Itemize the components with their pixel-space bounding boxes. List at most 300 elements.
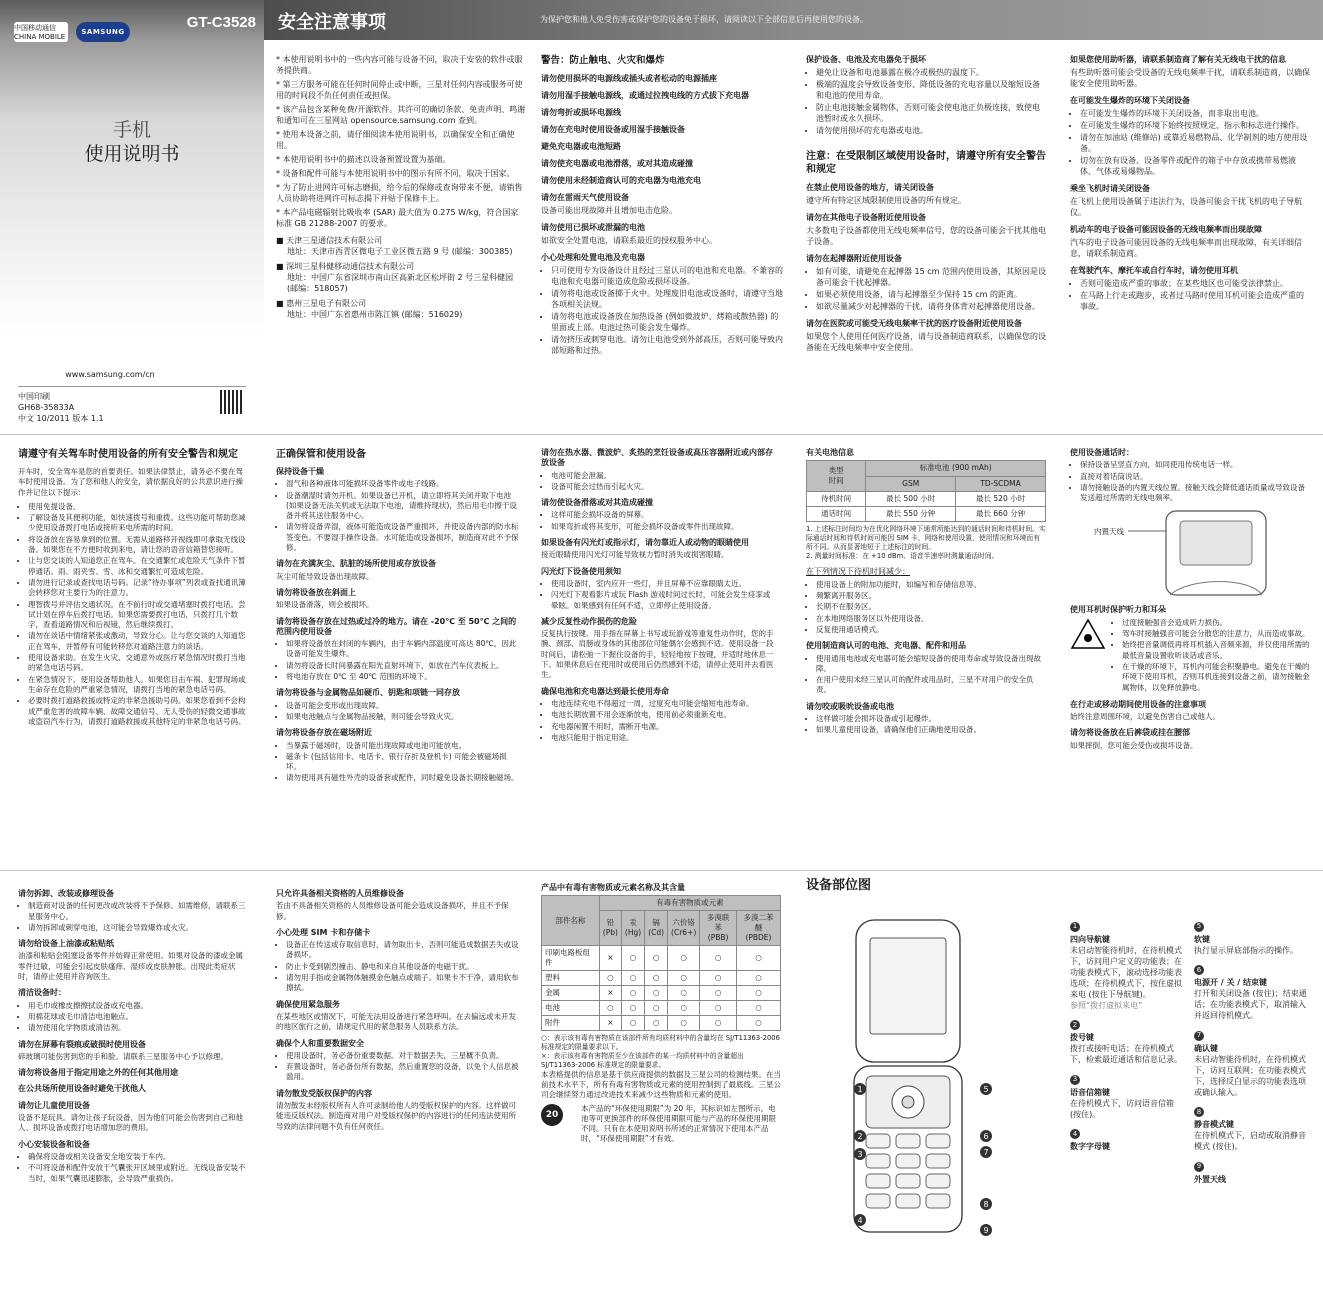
list-item: • 始终把音量调低再将耳机插入音频来源，并仅使用所需的最低音量设置收听谈话或音乐。	[1122, 640, 1310, 661]
note-item: * 本使用说明书中的一些内容可能与设备不同，取决于安装的软件或服务提供商。	[276, 55, 523, 75]
substance-symbol: (Hg)	[624, 928, 642, 937]
warning-items	[541, 73, 786, 186]
list-item: • 了解设备及其便利功能，如快速拨号和重拨。这些功能可帮助您减少使用设备拨打电话或接听来电所需的时间。	[28, 513, 248, 534]
part-entry	[1070, 1019, 1182, 1066]
heading: 保持设备干燥	[276, 467, 324, 476]
part-number: 1	[1070, 922, 1080, 932]
substance-symbol: (Cd)	[648, 928, 665, 937]
part-entry	[1070, 1128, 1182, 1153]
list-item: • 用棉花球或毛巾清洁电池触点。	[28, 1012, 248, 1022]
warning-item: 请勿用湿手接触电源线，或通过拉拽电线的方式拔下充电器	[541, 91, 749, 100]
table-cell: ○	[645, 971, 668, 986]
manufacturer-name: ■ 天津三星通信技术有限公司	[276, 236, 383, 245]
bullet-list	[276, 1051, 521, 1083]
note-item: * 为了防止进网许可标志磨损，给今后的保修或查询带来不便，请销售人员协助将进网许可标志揭下并贴于保修卡上。	[276, 183, 523, 203]
part-number: 9	[1194, 1162, 1204, 1172]
bullet-list	[1070, 108, 1310, 177]
bullet-list	[541, 579, 776, 611]
bullet-list	[276, 479, 521, 553]
part-code: GH68-35833A	[18, 403, 75, 412]
substance-symbol: (PBB)	[707, 933, 729, 942]
manufacturer-name: ■ 惠州三星电子有限公司	[276, 299, 367, 308]
warning-item: 请勿在充电时使用设备或用湿手接触设备	[541, 125, 685, 134]
callout-9: 9	[980, 1224, 992, 1236]
manufacturer-address: 地址：中国广东省惠州市陈江镇 (邮编：516029)	[287, 310, 463, 319]
substance-header	[599, 911, 621, 946]
part-desc: 在待机模式下，访问语音信箱 (按住)。	[1070, 1098, 1174, 1119]
table-cell: ○	[700, 1001, 737, 1016]
list-item: • 否则可能造成严重的事故；在某些地区也可能受法律禁止。	[1080, 278, 1310, 289]
table-row-label: 通话时间	[807, 507, 866, 522]
paragraph: 若由不具备相关资格的人员维修设备可能会造成设备损坏，并且不予保修。	[276, 901, 509, 921]
list-item: • 如有可能，请避免在起搏器 15 cm 范围内使用设备，其原因是设备可能会干扰起搏器。	[816, 266, 1046, 288]
layout-title: 设备部位图	[806, 878, 872, 893]
callout-7: 7	[980, 1146, 992, 1158]
list-item: • 请勿拆卸或刺穿电池，这可能会导致爆炸或火灾。	[28, 923, 248, 933]
table-group-header: 标准电池 (900 mAh)	[866, 461, 1046, 476]
repair-column	[18, 883, 248, 1188]
bullet-list	[18, 901, 248, 933]
heading: 在可能发生爆炸的环境下关闭设备	[1070, 96, 1190, 105]
list-item: • 湿气和各种液体可能损坏设备零件或电子线路。	[286, 479, 521, 489]
section-title: 警告：防止触电、火灾和爆炸	[541, 55, 665, 66]
part-entry	[1070, 1073, 1182, 1120]
list-item: • 使用设备时，务必备份重要数据。对于数据丢失，三星概不负责。	[286, 1051, 521, 1061]
table-cell: ○	[668, 971, 700, 986]
list-item: • 在马路上行走或跑步，或者过马路时使用耳机可能会造成严重的事故。	[1080, 290, 1310, 312]
part-ref: 参照“拨打虚拟来电”	[1070, 1000, 1143, 1010]
substance-header	[668, 911, 700, 946]
note-item: * 使用本设备之前，请仔细阅读本使用说明书，以确保安全和正确使用。	[276, 130, 515, 150]
heading: 请勿在医院或可能受无线电频率干扰的医疗设备附近使用设备	[806, 319, 1022, 328]
heading: 请勿在充满灰尘、肮脏的场所使用或存放设备	[276, 559, 436, 569]
model-number: GT-C3528	[186, 14, 256, 31]
callout-1: 1	[854, 1083, 866, 1095]
list-item: • 电池长期放置不用会逐渐放电，使用前必须重新充电。	[551, 710, 776, 720]
heading: 请勿将设备存放在过热或过冷的地方。请在 -20℃ 至 50℃ 之间的范围内使用设备	[276, 616, 517, 636]
efup-block	[541, 1104, 781, 1144]
paragraph: 反复执行按键、用手指在屏幕上书写或玩游戏等重复性动作时，您的手腕、颈部、肩膀或身体的其他部位可能偶尔会感到不适。使用设备一段时间后，请松弛一下握住设备的手，轻轻地按下按键，并适时地休息一下。如果休息后在使用时或使用后仍然感到不适，请停止使用并去看医生。	[541, 629, 774, 680]
phone-diagram	[848, 916, 968, 1236]
table-col-header: GSM	[866, 476, 956, 491]
part-desc: 在待机模式下，启动或取消静音模式 (按住)。	[1194, 1131, 1306, 1151]
battery-column	[806, 448, 1046, 740]
heading: 只允许具备相关资格的人员维修设备	[276, 889, 404, 898]
heading: 确保使用紧急服务	[276, 999, 340, 1009]
list-item: • 将设备放在容易拿到的位置。无需从道路移开视线即可拿取无线设备。如果您在不方便时收到来电，请让您的语音信箱替您接听。	[28, 535, 248, 556]
heading: 请勿拆卸、改装或修理设备	[18, 889, 114, 898]
list-item: • 电池可能会泄漏。	[551, 471, 776, 481]
part-desc: 拨打或接听电话；在待机模式下，检索最近通话和信息记录。	[1070, 1044, 1182, 1064]
table-cell: ×	[599, 946, 621, 971]
substance-symbol: (PBDE)	[745, 933, 772, 942]
part-entry	[1194, 964, 1312, 1022]
warning-item: 请勿使用损坏的电源线或插头或者松动的电源插座	[541, 74, 717, 83]
table-cell: ○	[621, 1001, 644, 1016]
list-item: • 在本地网络服务区以外使用设备。	[816, 614, 1046, 624]
list-item: • 过度接触强音会造成听力损伤。	[1122, 618, 1310, 628]
printed-in: 中国印刷	[18, 392, 50, 401]
substance-name: 铅	[606, 918, 615, 927]
part-entry	[1194, 920, 1312, 956]
part-name: 语音信箱键	[1070, 1087, 1110, 1097]
paragraph: 大多数电子设备都使用无线电频率信号，您的设备可能会干扰其他电子设备。	[806, 226, 1046, 246]
table-row-label: 电池	[542, 1001, 600, 1016]
heading: 如果您使用助听器，请联系制造商了解有关无线电干扰的信息	[1070, 55, 1286, 64]
heading: 请勿将设备放在后裤袋或挂在腰部	[1070, 728, 1190, 738]
logo-row	[14, 22, 130, 42]
table-cell: ×	[599, 1016, 621, 1031]
table-cell: ○	[668, 986, 700, 1001]
protect-column	[806, 54, 1046, 357]
heading: 使用耳机时保护听力和耳朵	[1070, 605, 1166, 615]
footnote: ○：表示该有毒有害物质在该部件所有均质材料中的含量均在 SJ/T11363-2006 标准规定的限量要求以下。	[541, 1034, 780, 1051]
part-name: 外置天线	[1194, 1174, 1226, 1184]
website-url: www.samsung.com/cn	[65, 370, 155, 379]
heading: 请勿将设备存放在磁场附近	[276, 728, 372, 738]
table-corner	[807, 461, 866, 492]
list-item: • 确保将设备或相关设备安全地安装于车内。	[28, 1152, 248, 1162]
list-item: • 设备正在传送或存取信息时，请勿取出卡，否则可能造成数据丢失或设备损坏。	[286, 940, 521, 961]
list-item: • 请勿使用具有磁性外壳的设备套或配件，同时避免设备长期接触磁场。	[286, 773, 521, 783]
callout-5: 5	[980, 1083, 992, 1095]
bullet-list	[806, 580, 1046, 635]
table-part-header: 部件名称	[542, 896, 600, 946]
heading: 请勿在其他电子设备附近使用设备	[806, 213, 926, 222]
heading: 在驾驶汽车、摩托车或自行车时，请勿使用耳机	[1070, 266, 1238, 275]
table-row	[807, 507, 1046, 522]
note-item: * 本使用说明书中的描述以设备预置设置为基础。	[276, 155, 451, 164]
heading: 请勿将设备与金属物品如硬币、钥匙和项链一同存放	[276, 688, 460, 698]
paragraph: 在飞机上使用设备属于违法行为，设备可能会干扰飞机的电子导航仪。	[1070, 197, 1302, 217]
heading: 请勿使设备滑落或对其造成碰撞	[541, 498, 653, 508]
table-cell: ○	[736, 971, 780, 986]
list-item: • 请勿使用化学物质或清洁剂。	[28, 1023, 248, 1033]
warning-item: 避免充电器或电池短路	[541, 142, 621, 151]
list-item: • 当暴露于磁场时，设备可能出现故障或电池可能放电。	[286, 741, 521, 751]
list-item: • 长期不在服务区。	[816, 602, 1046, 612]
list-item: • 切勿在放有设备、设备零件或配件的箱子中存放或携带易燃液体、气体或易爆物品。	[1080, 155, 1310, 177]
table-cell: ○	[668, 1001, 700, 1016]
part-entry	[1070, 920, 1182, 1011]
heading: 请勿让儿童使用设备	[18, 1100, 90, 1110]
cover-footer	[18, 386, 246, 424]
heading: 小心安装设备和设备	[18, 1139, 90, 1149]
notes-list	[276, 54, 526, 229]
manufacturer-name: ■ 深圳三星科健移动通信技术有限公司	[276, 262, 415, 271]
heading: 确保电池和充电器达到最长使用寿命	[541, 686, 669, 696]
table-col-header: TD-SCDMA	[956, 476, 1046, 491]
bullet-list	[806, 67, 1046, 136]
part-entry	[1194, 1106, 1312, 1153]
heading: 请勿将设备放在斜面上	[276, 587, 356, 597]
paragraph: 本表格提供的信息是基于供应商提供的数据及三星公司的检测结果。在当前技术水平下，所有有毒有害物质或元素的使用控制到了最底线。三星公司会继续努力通过改进技术来减少这些物质和元素的使用。	[541, 1070, 781, 1099]
page-title: 安全注意事项	[278, 12, 386, 33]
part-name: 软键	[1194, 934, 1210, 944]
table-cell: 最长 520 小时	[956, 491, 1046, 506]
bullet-list	[806, 714, 1046, 736]
paragraph: 始终注意周围环境，以避免伤害自己或他人。	[1070, 712, 1220, 722]
table-cell: ○	[700, 946, 737, 971]
table-row-label: 塑料	[542, 971, 600, 986]
paragraph: 如果摔倒，您可能会受伤或损坏设备。	[1070, 740, 1198, 750]
table-cell: ○	[621, 946, 644, 971]
list-item: • 如果将设备放在封闭的车辆内，由于车辆内部温度可高达 80℃，因此设备可能发生爆炸。	[286, 639, 521, 660]
substance-name: 多溴二苯醚	[743, 913, 774, 932]
heading: 请勿在雷雨天气使用设备	[541, 193, 629, 202]
table-cell: ○	[736, 1016, 780, 1031]
paragraph: 设备不是玩具。请勿让孩子玩设备，因为他们可能会伤害到自己和他人、损坏设备或拨打电话增加您的费用。	[18, 1113, 243, 1133]
list-item: • 使用通用电池或充电器可能会缩短设备的使用寿命或导致设备出现故障。	[816, 654, 1046, 675]
list-item: • 用毛巾或橡皮擦擦拭设备或充电器。	[28, 1001, 248, 1011]
care-column	[276, 448, 521, 788]
heading: 闪光灯下设备使用须知	[541, 566, 621, 576]
list-item: • 在用户使用未经三星认可的配件或用品时，三星不对用户的安全负责。	[816, 675, 1046, 696]
heading: 保护设备、电池及充电器免于损坏	[806, 55, 926, 64]
heading: 使用设备通话时：	[1070, 448, 1134, 457]
part-number: 6	[1194, 965, 1204, 975]
table-cell: 最长 500 小时	[866, 491, 956, 506]
table-cell: ○	[645, 946, 668, 971]
service-column	[276, 883, 521, 1136]
paragraph: 设备可能出现故障并且增加电击危险。	[541, 206, 677, 215]
table-group-header: 有毒有害物质或元素	[599, 896, 780, 911]
heading: 在下列情况下待机时间减少：	[806, 567, 910, 577]
bullet-list	[276, 701, 521, 723]
hearing-column	[1070, 54, 1310, 316]
table-row-label: 待机时间	[807, 491, 866, 506]
paragraph: 遵守所有特定区域限制使用设备的所有规定。	[806, 196, 966, 205]
heading: 有关电池信息	[806, 448, 854, 457]
list-item: • 防止卡受到剧烈撞击、静电和来自其他设备的电磁干扰。	[286, 962, 521, 972]
page-subtitle: 为保护您和他人免受伤害或保护您的设备免于损坏，请阅读以下全部信息后再使用您的设备。	[540, 15, 868, 24]
list-item: • 请勿将电池或设备放在加热设备 (例如微波炉、烤箱或散热器) 的里面或上部。电池过热可能会发生爆炸。	[551, 311, 786, 333]
operator-logo: 中国移动通信 CHINA MOBILE	[14, 22, 68, 42]
substance-symbol: (Cr6+)	[671, 928, 697, 937]
bullet-list	[1070, 460, 1310, 503]
parts-column-a	[1070, 920, 1182, 1160]
bullet-list	[276, 940, 521, 993]
substance-header	[645, 911, 668, 946]
table-cell: ○	[621, 971, 644, 986]
callout-2: 2	[854, 1130, 866, 1142]
list-item: • 请勿将设备长时间暴露在阳光直射环境下，如放在汽车仪表板上。	[286, 661, 521, 671]
manufacturer-address: 地址：天津市西青区微电子工业区微五路 9 号 (邮编：300385)	[287, 247, 513, 256]
part-number: 8	[1194, 1107, 1204, 1117]
substance-name: 镉	[652, 918, 660, 927]
heading: 产品中有毒有害物质或元素名称及其含量	[541, 883, 685, 892]
list-item: • 如果电池触点与金属物品接触，则可能会导致火灾。	[286, 712, 521, 722]
bullet-list	[806, 654, 1046, 696]
list-item: • 请勿在谈话中情绪紧张或激动，导致分心。让与您交谈的人知道您正在驾车，并暂停有可能转移您对道路注意力的谈话。	[28, 631, 248, 652]
list-item: • 请勿在加油站 (维修站) 或靠近易燃物品、化学制剂的地方使用设备。	[1080, 132, 1310, 154]
phone-back-icon	[1070, 507, 1310, 599]
note-item: * 设备和配件可能与本使用说明书中的图示有所不同，取决于国家。	[276, 169, 515, 178]
table-cell: ○	[736, 946, 780, 971]
paragraph: 汽车的电子设备可能因设备的无线电频率而出现故障，有关详细信息，请联系制造商。	[1070, 238, 1302, 258]
list-item: • 闪光灯下观看影片或玩 Flash 游戏时间过长时，可能会发生痉挛或晕眩。如果感到有任何不适，立即停止使用设备。	[551, 590, 776, 611]
list-item: • 避免让设备和电池暴露在极冷或极热的温度下。	[816, 67, 1046, 78]
list-item: • 弃置设备时，务必备份所有数据，然后重置您的设备，以免个人信息被滥用。	[286, 1062, 521, 1083]
list-item: • 使用设备时，室内应开一些灯，并且屏幕不应靠眼睛太近。	[551, 579, 776, 589]
table-cell: ○	[645, 1001, 668, 1016]
list-item: • 使用免提设备。	[28, 502, 248, 512]
list-item: • 频繁离开服务区。	[816, 591, 1046, 601]
heading: 请勿散发受版权保护的内容	[276, 1088, 372, 1098]
list-item: • 将电池存放在 0℃ 至 40℃ 范围的环境下。	[286, 672, 521, 682]
paragraph: 有些助听器可能会受设备的无线电频率干扰，请联系制造商，以确保能安全使用助听器。	[1070, 68, 1310, 88]
table-cell: ×	[599, 986, 621, 1001]
paragraph: 如果您个人使用任何医疗设备，请与设备制造商联系，以确保您的设备能在无线电频率中安全使用。	[806, 332, 1046, 352]
header-bar	[264, 0, 1323, 40]
efup-logo-icon: 20	[541, 1104, 563, 1126]
bullet-list	[276, 639, 521, 682]
table-cell: 最长 660 分钟	[956, 507, 1046, 522]
battery-table	[806, 460, 1046, 522]
warning-item: 请勿使用未经制造商认可的充电器为电池充电	[541, 176, 701, 185]
part-number: 2	[1070, 1020, 1080, 1030]
manufacturer-entry	[276, 298, 526, 320]
list-item: • 在紧急情况下，使用设备帮助他人。如果您目击车祸、犯罪现场或生命存在危险的严重紧急情况，请拨打当地的紧急电话号码。	[28, 675, 248, 696]
row-divider	[0, 434, 1323, 435]
manufacturer-entry	[276, 235, 526, 257]
list-item: • 设备可能会过热而引起火灾。	[551, 482, 776, 492]
list-item: • 如果弯折或将其变形，可能会损坏设备或零件出现故障。	[551, 522, 776, 532]
bullet-list	[18, 1152, 248, 1184]
warning-item: 请勿使充电器或电池滑落，或对其造成碰撞	[541, 159, 693, 168]
table-cell: ○	[736, 1001, 780, 1016]
table-row	[542, 946, 781, 971]
list-item: • 使用设备求助。在发生火灾、交通意外或医疗紧急情况时拨打当地的紧急电话号码。	[28, 653, 248, 674]
heading: 请勿给设备上油漆或粘贴纸	[18, 939, 114, 949]
list-item: • 在可能发生爆炸的环境下始终按照规定、指示和标志进行操作。	[1080, 120, 1310, 131]
list-item: • 请勿挤压或刺穿电池。请勿让电池受到外部高压，否则可能导致内部短路和过热。	[551, 334, 786, 356]
cover-title-line1: 手机	[112, 119, 151, 141]
list-item: • 设备可能会变形或出现故障。	[286, 701, 521, 711]
heading: 机动车的电子设备可能因设备的无线电频率而出现故障	[1070, 225, 1262, 234]
list-item: • 充电器闲置不用时，需断开电源。	[551, 722, 776, 732]
corner-top: 类型	[828, 465, 844, 475]
list-item: • 防止电池接触金属物体，否则可能会使电池正负极连接，致使电池暂时或永久损坏。	[816, 102, 1046, 124]
table-cell: ○	[599, 971, 621, 986]
list-item: • 请勿接触设备的内置天线位置。接触天线会降低通话质量或导致设备发送超过所需的无线电频率。	[1080, 483, 1310, 504]
part-name: 确认键	[1194, 1043, 1218, 1053]
list-item: • 如果必须使用设备，请与起搏器至少保持 15 cm 的距离。	[816, 289, 1046, 300]
substance-symbol: (Pb)	[602, 928, 618, 937]
list-item: • 这样做可能会损坏设备或引起爆炸。	[816, 714, 1046, 724]
table-cell: ○	[700, 1016, 737, 1031]
callout-6: 6	[980, 1130, 992, 1142]
driving-column	[18, 448, 248, 731]
manufacturer-address: 地址：中国广东省深圳市南山区高新北区松坪街 2 号三星科健园 (邮编：518057)	[287, 273, 514, 293]
part-number: 7	[1194, 1031, 1204, 1041]
table-cell: ○	[668, 946, 700, 971]
note-item: * 该产品包含某种免费/开源软件。其许可的确切条款、免责声明、鸣谢和通知可在三星网站 opensource.samsung.com 查到。	[276, 105, 526, 125]
device-layout-section	[806, 880, 1316, 899]
heading: 在行走或移动期间使用设备的注意事项	[1070, 699, 1206, 709]
hazard-column	[541, 883, 781, 1148]
hazard-table	[541, 895, 781, 1031]
callout-3: 3	[854, 1148, 866, 1160]
handling-column	[541, 448, 776, 747]
paragraph: 油漆和粘贴会阻塞设备零件并妨碍正常使用。如果对设备的漆或金属零件过敏，可能会引起皮肤瘙痒、湿疹或皮肤肿胀。出现此类症状时，请停止使用并咨询医生。	[18, 951, 243, 982]
warning-triangle-icon	[1070, 618, 1106, 650]
heading: 小心处理 SIM 卡和存储卡	[276, 927, 371, 937]
antenna-label: 内置天线	[1094, 527, 1124, 537]
list-item: • 如果儿童使用设备，请确保他们正确地使用设备。	[816, 725, 1046, 735]
calling-column	[1070, 448, 1310, 755]
list-item: • 只可使用专为设备设计且经过三星认可的电池和充电器。不兼容的电池和充电器可能造成危险或损坏设备。	[551, 265, 786, 287]
list-item: • 请勿将设备弄湿，液体可能造成设备严重损坏，并使设备内部的防水标签变色。不要湿手操作设备。水可能造成设备损坏，制造商对此不予保修。	[286, 522, 521, 553]
heading: 在公共场所使用设备时避免干扰他人	[18, 1084, 146, 1094]
hazard-notes	[541, 1034, 781, 1070]
list-item: • 极端的温度会导致设备变形、降低设备的充电容量以及缩短设备和电池的使用寿命。	[816, 79, 1046, 101]
bullet-list	[1070, 278, 1310, 312]
part-name: 电源开 / 关 / 结束键	[1194, 978, 1267, 987]
table-row	[542, 1001, 781, 1016]
paragraph: 在某些地区或情况下，可能无法用设备进行紧急呼叫。在去偏远或未开发的地区旅行之前，请规定代用的紧急服务人员联系方法。	[276, 1011, 516, 1032]
table-row	[542, 971, 781, 986]
heading: 在禁止使用设备的地方，请关闭设备	[806, 183, 934, 192]
list-item: • 必要时拨打道路救援或特定的非紧急援助号码。如果您看到不会构成严重危害的故障车辆、故障交通信号、无人受伤的轻微交通事故或盗窃汽车行为，请拨打道路救援或其他特定的非紧急电话号码。	[28, 696, 248, 727]
heading: 请勿将设备用于指定用途之外的任何其他用途	[18, 1068, 178, 1078]
table-cell: ○	[621, 986, 644, 1001]
substance-name: 六价铬	[672, 918, 695, 927]
table-cell: ○	[645, 986, 668, 1001]
manufacturer-list	[276, 235, 526, 320]
section-title: 注意：在受限制区域使用设备时，请遵守所有安全警告和规定	[806, 151, 1046, 175]
heading: 清洁设备时：	[18, 988, 66, 998]
paragraph: 开车时，安全驾车是您的首要责任。如果法律禁止，请务必不要在驾车时使用设备。为了您和他人的安全，请依据良好的公共意识进行操作并记住以下提示：	[18, 467, 243, 497]
paragraph: 如欲安全处置电池，请联系最近的授权服务中心。	[541, 236, 717, 245]
list-item: • 不可将设备和配件安放于气囊张开区域里或附近。无线设备安装不当时，如果气囊迅速膨胀，会导致严重损伤。	[28, 1163, 248, 1184]
part-desc: 未启动智能待机时，在待机模式下，访问互联网；在功能表模式下，选择反白显示的功能表选项或确认输入。	[1194, 1054, 1306, 1097]
bullet-list	[1112, 618, 1310, 694]
table-cell: ○	[700, 986, 737, 1001]
substance-header	[621, 911, 644, 946]
heading: 确保个人和重要数据安全	[276, 1038, 364, 1048]
samsung-logo: SAMSUNG	[76, 22, 130, 42]
heading: 如果设备有闪光灯或指示灯，请勿靠近人或动物的眼睛使用	[541, 538, 749, 548]
table-cell: 最长 550 分钟	[866, 507, 956, 522]
list-item: • 让与您交谈的人知道您正在驾车。在交通繁忙或危险天气条件下暂停通话。雨、雨夹雪、雪、冰和交通繁忙可造成危险。	[28, 556, 248, 577]
list-item: • 请勿使用损坏的充电器或电池。	[816, 125, 1046, 136]
table-row-label: 金属	[542, 986, 600, 1001]
list-item: • 设备潮湿时请勿开机。如果设备已开机，请立即将其关闭并取下电池 (如果设备无法关机或无法取下电池，请维持现状)，然后用毛巾擦干设备并将其送往服务中心。	[286, 491, 521, 522]
warning-item: 请勿弯折或损坏电源线	[541, 108, 621, 117]
part-name: 四向导航键	[1070, 934, 1110, 944]
heading: 请勿在起搏器附近使用设备	[806, 254, 902, 263]
list-item: • 理智拨号并评估交通状况。在不前行时或交通堵塞时拨打电话。尝试计划在停车后拨打电话。如果您需要拨打电话，只拨打几个数字，查看道路情况和后视镜，然后继续拨打。	[28, 600, 248, 631]
list-item: • 这样可能会损坏设备的屏幕。	[551, 510, 776, 520]
cover-panel	[0, 0, 264, 432]
heading: 请勿在屏幕有裂痕或破损时使用设备	[18, 1039, 146, 1049]
paragraph: 接近眼睛使用闪光灯可能导致视力暂时消失或损害眼睛。	[541, 550, 729, 560]
list-item: • 反复使用通话模式。	[816, 625, 1046, 635]
table-cell: ○	[621, 1016, 644, 1031]
section-title: 正确保管和使用设备	[276, 449, 366, 460]
part-desc: 未启动智能待机时，在待机模式下，访问用户定义的功能表；在功能表模式下，滚动选择功能表选项；在待机模式下，按住虚拟来电 (按住下导航键)。	[1070, 945, 1182, 999]
list-item: • 电池连续充电不得超过一周，过度充电可能会缩短电池寿命。	[551, 699, 776, 709]
table-cell: ○	[700, 971, 737, 986]
heading: 乘坐飞机时请关闭设备	[1070, 184, 1150, 193]
table-cell: ○	[645, 1016, 668, 1031]
list-item: • 驾车时接触强音可能会分散您的注意力，从而造成事故。	[1122, 629, 1310, 639]
callout-8: 8	[980, 1198, 992, 1210]
paragraph: 碎玻璃可能伤害到您的手和脸。请联系三星服务中心予以修理。	[18, 1051, 228, 1061]
list-item: • 使用设备上的附加功能时，如编写和存储信息等。	[816, 580, 1046, 590]
table-row	[542, 1016, 781, 1031]
